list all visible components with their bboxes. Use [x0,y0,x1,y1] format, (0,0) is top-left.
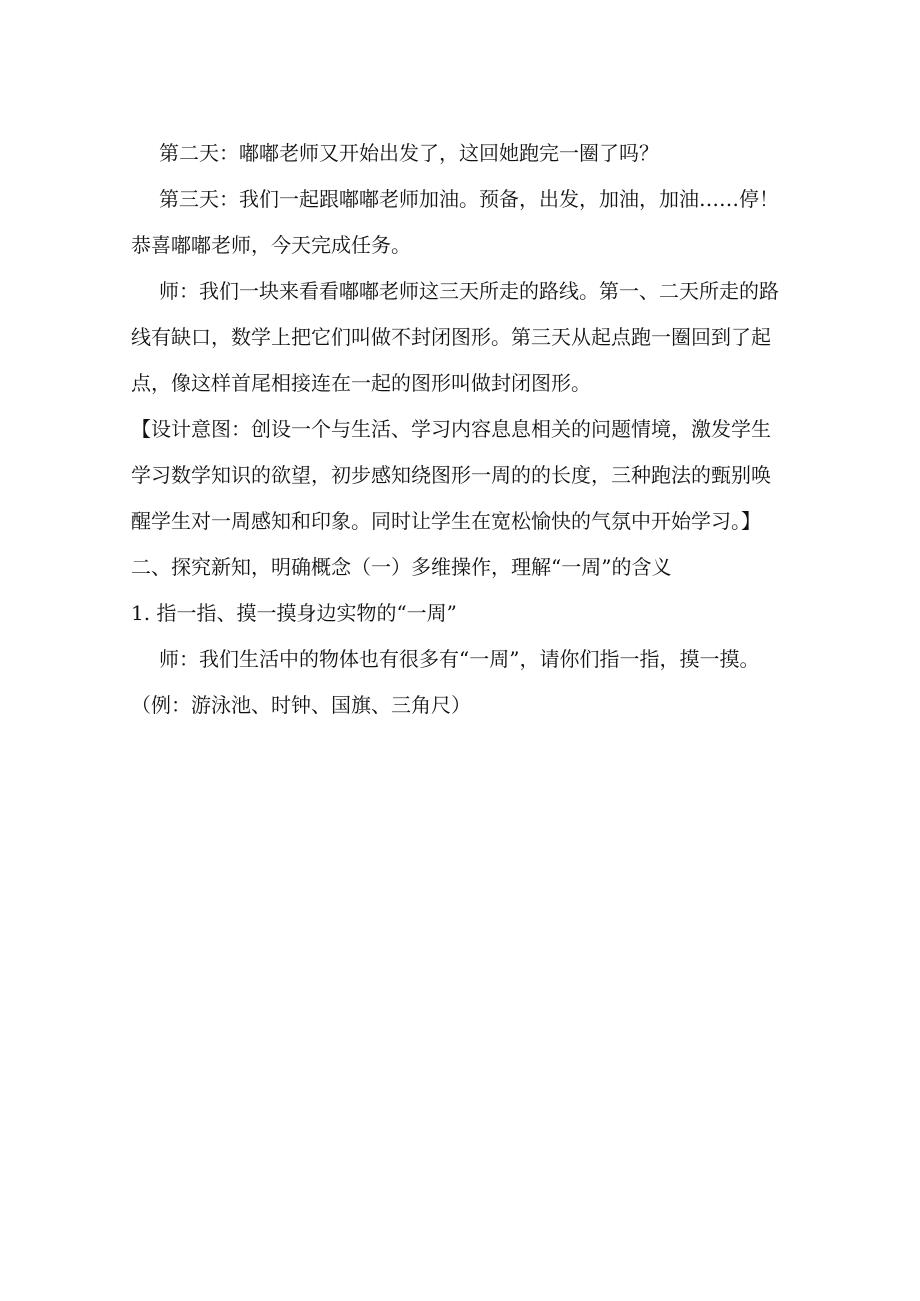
text-line: 线有缺口，数学上把它们叫做不封闭图形。第三天从起点跑一圈回到了起 [131,325,771,349]
section-heading-explore [131,544,791,590]
paragraph-day-three [131,176,791,268]
text-line: 【设计意图：创设一个与生活、学习内容息息相关的问题情境，激发学生 [131,417,771,441]
paragraph-design-intent [131,406,791,544]
paragraph-day-two [131,130,791,176]
text-line: 1. 指一指、摸一摸身边实物的“一周” [131,601,457,625]
list-item-point-touch [131,590,791,636]
text-line: 恭喜嘟嘟老师，今天完成任务。 [131,233,411,257]
text-line: 第三天：我们一起跟嘟嘟老师加油。预备，出发，加油，加油……停！ [159,187,779,211]
text-line: 点，像这样首尾相接连在一起的图形叫做封闭图形。 [131,371,591,395]
text-line: 二、探究新知，明确概念（一）多维操作，理解“一周”的含义 [131,555,672,579]
text-line: 师：我们一块来看看嘟嘟老师这三天所走的路线。第一、二天所走的路 [159,279,779,303]
text-line: 学习数学知识的欲望，初步感知绕图形一周的的长度，三种跑法的甄别唤 [131,463,771,487]
document-body [131,130,791,728]
text-line: （例：游泳池、时钟、国旗、三角尺） [131,693,471,717]
text-line: 师：我们生活中的物体也有很多有“一周”，请你们指一指，摸一摸。 [159,647,760,671]
paragraph-teacher-route [131,268,791,406]
text-line: 第二天：嘟嘟老师又开始出发了，这回她跑完一圈了吗？ [159,141,659,165]
paragraph-teacher-objects [131,636,791,728]
text-line: 醒学生对一周感知和印象。同时让学生在宽松愉快的气氛中开始学习。】 [131,509,761,533]
